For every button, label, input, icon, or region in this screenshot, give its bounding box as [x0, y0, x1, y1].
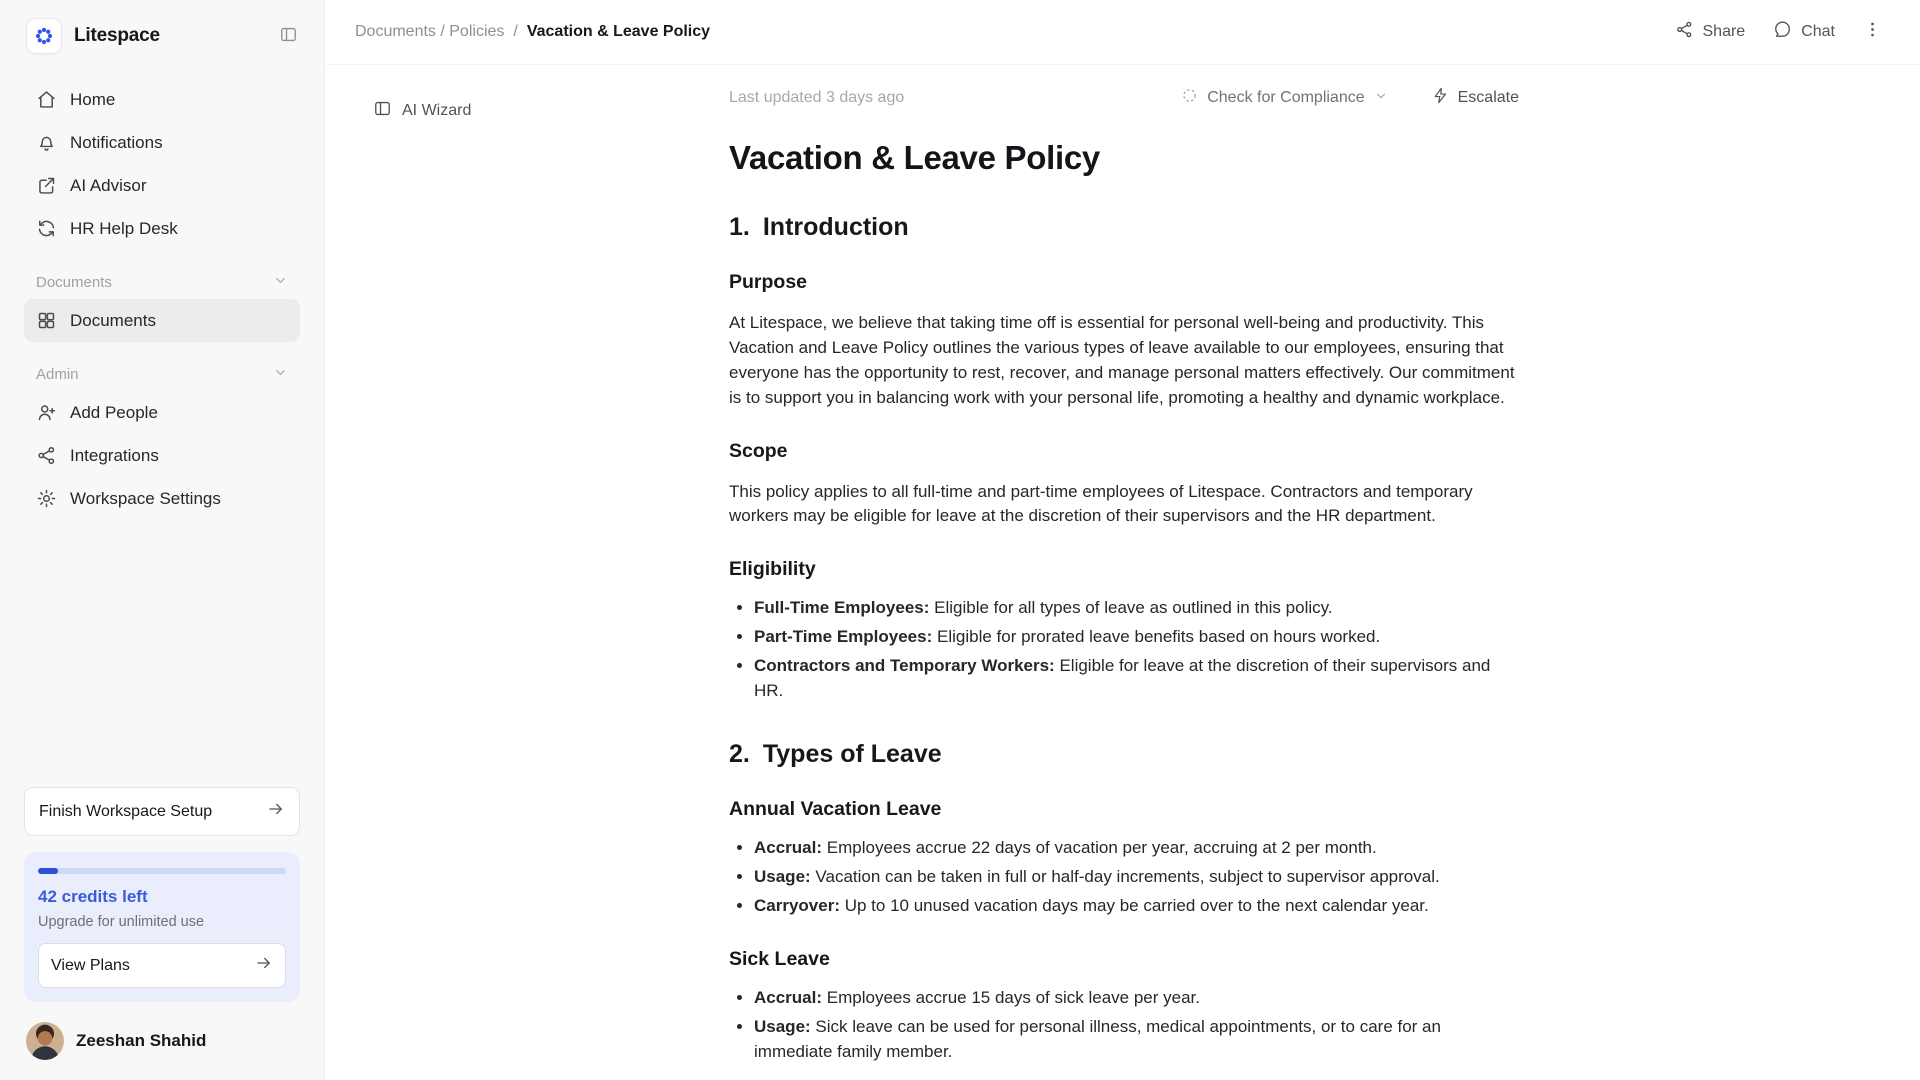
sidebar-item-notifications[interactable] [24, 121, 300, 164]
panel-icon [373, 99, 392, 123]
share-button[interactable] [1675, 20, 1746, 44]
doc-section-heading: 2. Types of Leave [729, 740, 942, 769]
document-body [729, 127, 1521, 1080]
avatar [26, 1022, 64, 1060]
topbar-actions [1675, 20, 1883, 44]
lightning-bolt-icon [1432, 87, 1449, 109]
share-label: Share [1702, 23, 1746, 41]
chat-button[interactable] [1773, 20, 1835, 44]
more-options-button[interactable] [1863, 20, 1882, 44]
sidebar-item-ai-advisor[interactable] [24, 164, 300, 207]
list-item: • Part-Time Employees: Eligible for prorated leave benefits based on hours worked. [754, 625, 1521, 650]
doc-list [729, 596, 1521, 704]
doc-subheading: Sick Leave [729, 948, 830, 971]
sidebar-item-add-people[interactable] [24, 391, 300, 434]
sidebar-nav [24, 78, 300, 250]
credits-card [24, 852, 300, 1002]
section-header-documents[interactable] [24, 264, 300, 299]
section-header-admin[interactable] [24, 356, 300, 391]
document-blocks [729, 213, 1521, 1065]
doc-list [729, 986, 1521, 1065]
breadcrumb-separator: / [513, 23, 518, 41]
sidebar [0, 0, 325, 1080]
panel-collapse-icon [279, 25, 298, 47]
grid-icon [36, 310, 57, 331]
brand-row [24, 18, 300, 54]
ai-wizard-label: AI Wizard [402, 102, 472, 120]
share-icon [1675, 20, 1694, 44]
user-row[interactable] [24, 1018, 300, 1060]
sidebar-item-label: Notifications [70, 132, 163, 152]
breadcrumb-path[interactable]: Documents / Policies [355, 23, 505, 41]
doc-subheading: Eligibility [729, 558, 816, 581]
credits-left-label: 42 credits left [38, 887, 148, 906]
kebab-menu-icon [1863, 20, 1882, 44]
sidebar-item-documents[interactable] [24, 299, 300, 342]
sidebar-bottom [24, 787, 300, 1060]
list-item: • Accrual: Employees accrue 22 days of vacation per year, accruing at 2 per month. [754, 836, 1521, 861]
section-label: Documents [36, 274, 112, 291]
doc-list [729, 836, 1521, 919]
sidebar-item-integrations[interactable] [24, 434, 300, 477]
bell-icon [36, 132, 57, 153]
external-icon [36, 175, 57, 196]
list-item: • Carryover: Up to 10 unused vacation days may be carried over to the next calendar year. [754, 894, 1521, 919]
chat-icon [1773, 20, 1792, 44]
arrow-right-icon [267, 800, 285, 823]
chevron-down-icon [273, 365, 288, 384]
credits-subtitle: Upgrade for unlimited use [38, 914, 205, 930]
last-updated-label: Last updated 3 days ago [729, 89, 905, 107]
document-meta-row [729, 87, 1519, 109]
escalate-button[interactable] [1432, 87, 1519, 109]
check-compliance-label: Check for Compliance [1207, 89, 1365, 107]
arrow-right-icon [255, 954, 273, 977]
list-item: • Accrual: Employees accrue 15 days of sick leave per year. [754, 986, 1521, 1011]
sidebar-item-label: Integrations [70, 445, 159, 465]
list-item: • Usage: Vacation can be taken in full or half-day increments, subject to supervisor approval. [754, 865, 1521, 890]
sidebar-item-label: Workspace Settings [70, 488, 221, 508]
document-title: Vacation & Leave Policy [729, 139, 1100, 177]
sidebar-item-workspace-settings[interactable] [24, 477, 300, 520]
status-circle-icon [1181, 87, 1198, 109]
section-label: Admin [36, 366, 79, 383]
meta-actions [1181, 87, 1519, 109]
chevron-down-icon [273, 273, 288, 292]
home-icon [36, 89, 57, 110]
gear-icon [36, 488, 57, 509]
sidebar-item-label: Documents [70, 310, 156, 330]
list-item: • Full-Time Employees: Eligible for all types of leave as outlined in this policy. [754, 596, 1521, 621]
document-toolbar [325, 65, 1920, 127]
refresh-icon [36, 218, 57, 239]
doc-subheading: Annual Vacation Leave [729, 798, 942, 821]
main-area [325, 0, 1920, 1080]
list-item: • Contractors and Temporary Workers: Eligible for leave at the discretion of their supervisors and HR. [754, 654, 1521, 704]
sidebar-item-label: Home [70, 89, 116, 109]
sidebar-sections [24, 250, 300, 520]
sidebar-item-label: HR Help Desk [70, 218, 178, 238]
share-nodes-icon [36, 445, 57, 466]
brand-name: Litespace [74, 25, 160, 46]
view-plans-label: View Plans [51, 956, 130, 974]
topbar [325, 0, 1920, 65]
litespace-logo-icon [26, 18, 62, 54]
finish-setup-label: Finish Workspace Setup [39, 802, 213, 820]
sidebar-item-label: Add People [70, 402, 158, 422]
collapse-sidebar-button[interactable] [279, 25, 298, 47]
user-plus-icon [36, 402, 57, 423]
credits-progress-fill [38, 868, 58, 874]
ai-wizard-button[interactable] [373, 99, 471, 123]
sidebar-item-hr-help-desk[interactable] [24, 207, 300, 250]
breadcrumb-current: Vacation & Leave Policy [526, 23, 711, 41]
user-name: Zeeshan Shahid [76, 1031, 207, 1050]
doc-section-heading: 1. Introduction [729, 213, 909, 242]
doc-paragraph: This policy applies to all full-time and part-time employees of Litespace. Contractors and temporary workers may be eligible for leave at the discretion of their supervisors and the HR department. [729, 481, 1473, 526]
doc-subheading: Purpose [729, 271, 808, 294]
finish-setup-button[interactable] [24, 787, 300, 836]
list-item: • Usage: Sick leave can be used for personal illness, medical appointments, or to care for an immediate family member. [754, 1015, 1521, 1065]
breadcrumb [355, 23, 710, 41]
check-compliance-dropdown[interactable] [1181, 87, 1387, 109]
doc-subheading: Scope [729, 439, 788, 462]
credits-progress-track [38, 868, 286, 874]
chat-label: Chat [1801, 23, 1835, 41]
doc-paragraph: At Litespace, we believe that taking time off is essential for personal well-being and productivity. This Vacation and Leave Policy outlines the various types of leave available to our employees, ensuring that everyone has the opportunity to rest, recover, and manage personal matters effectively. Our commitment is to support you in balancing work with your personal life, promoting a healthy and dynamic workplace. [729, 313, 1515, 407]
chevron-down-icon [1374, 89, 1388, 108]
sidebar-item-home[interactable] [24, 78, 300, 121]
view-plans-button[interactable] [38, 943, 286, 988]
sidebar-item-label: AI Advisor [70, 175, 147, 195]
escalate-label: Escalate [1457, 89, 1519, 107]
